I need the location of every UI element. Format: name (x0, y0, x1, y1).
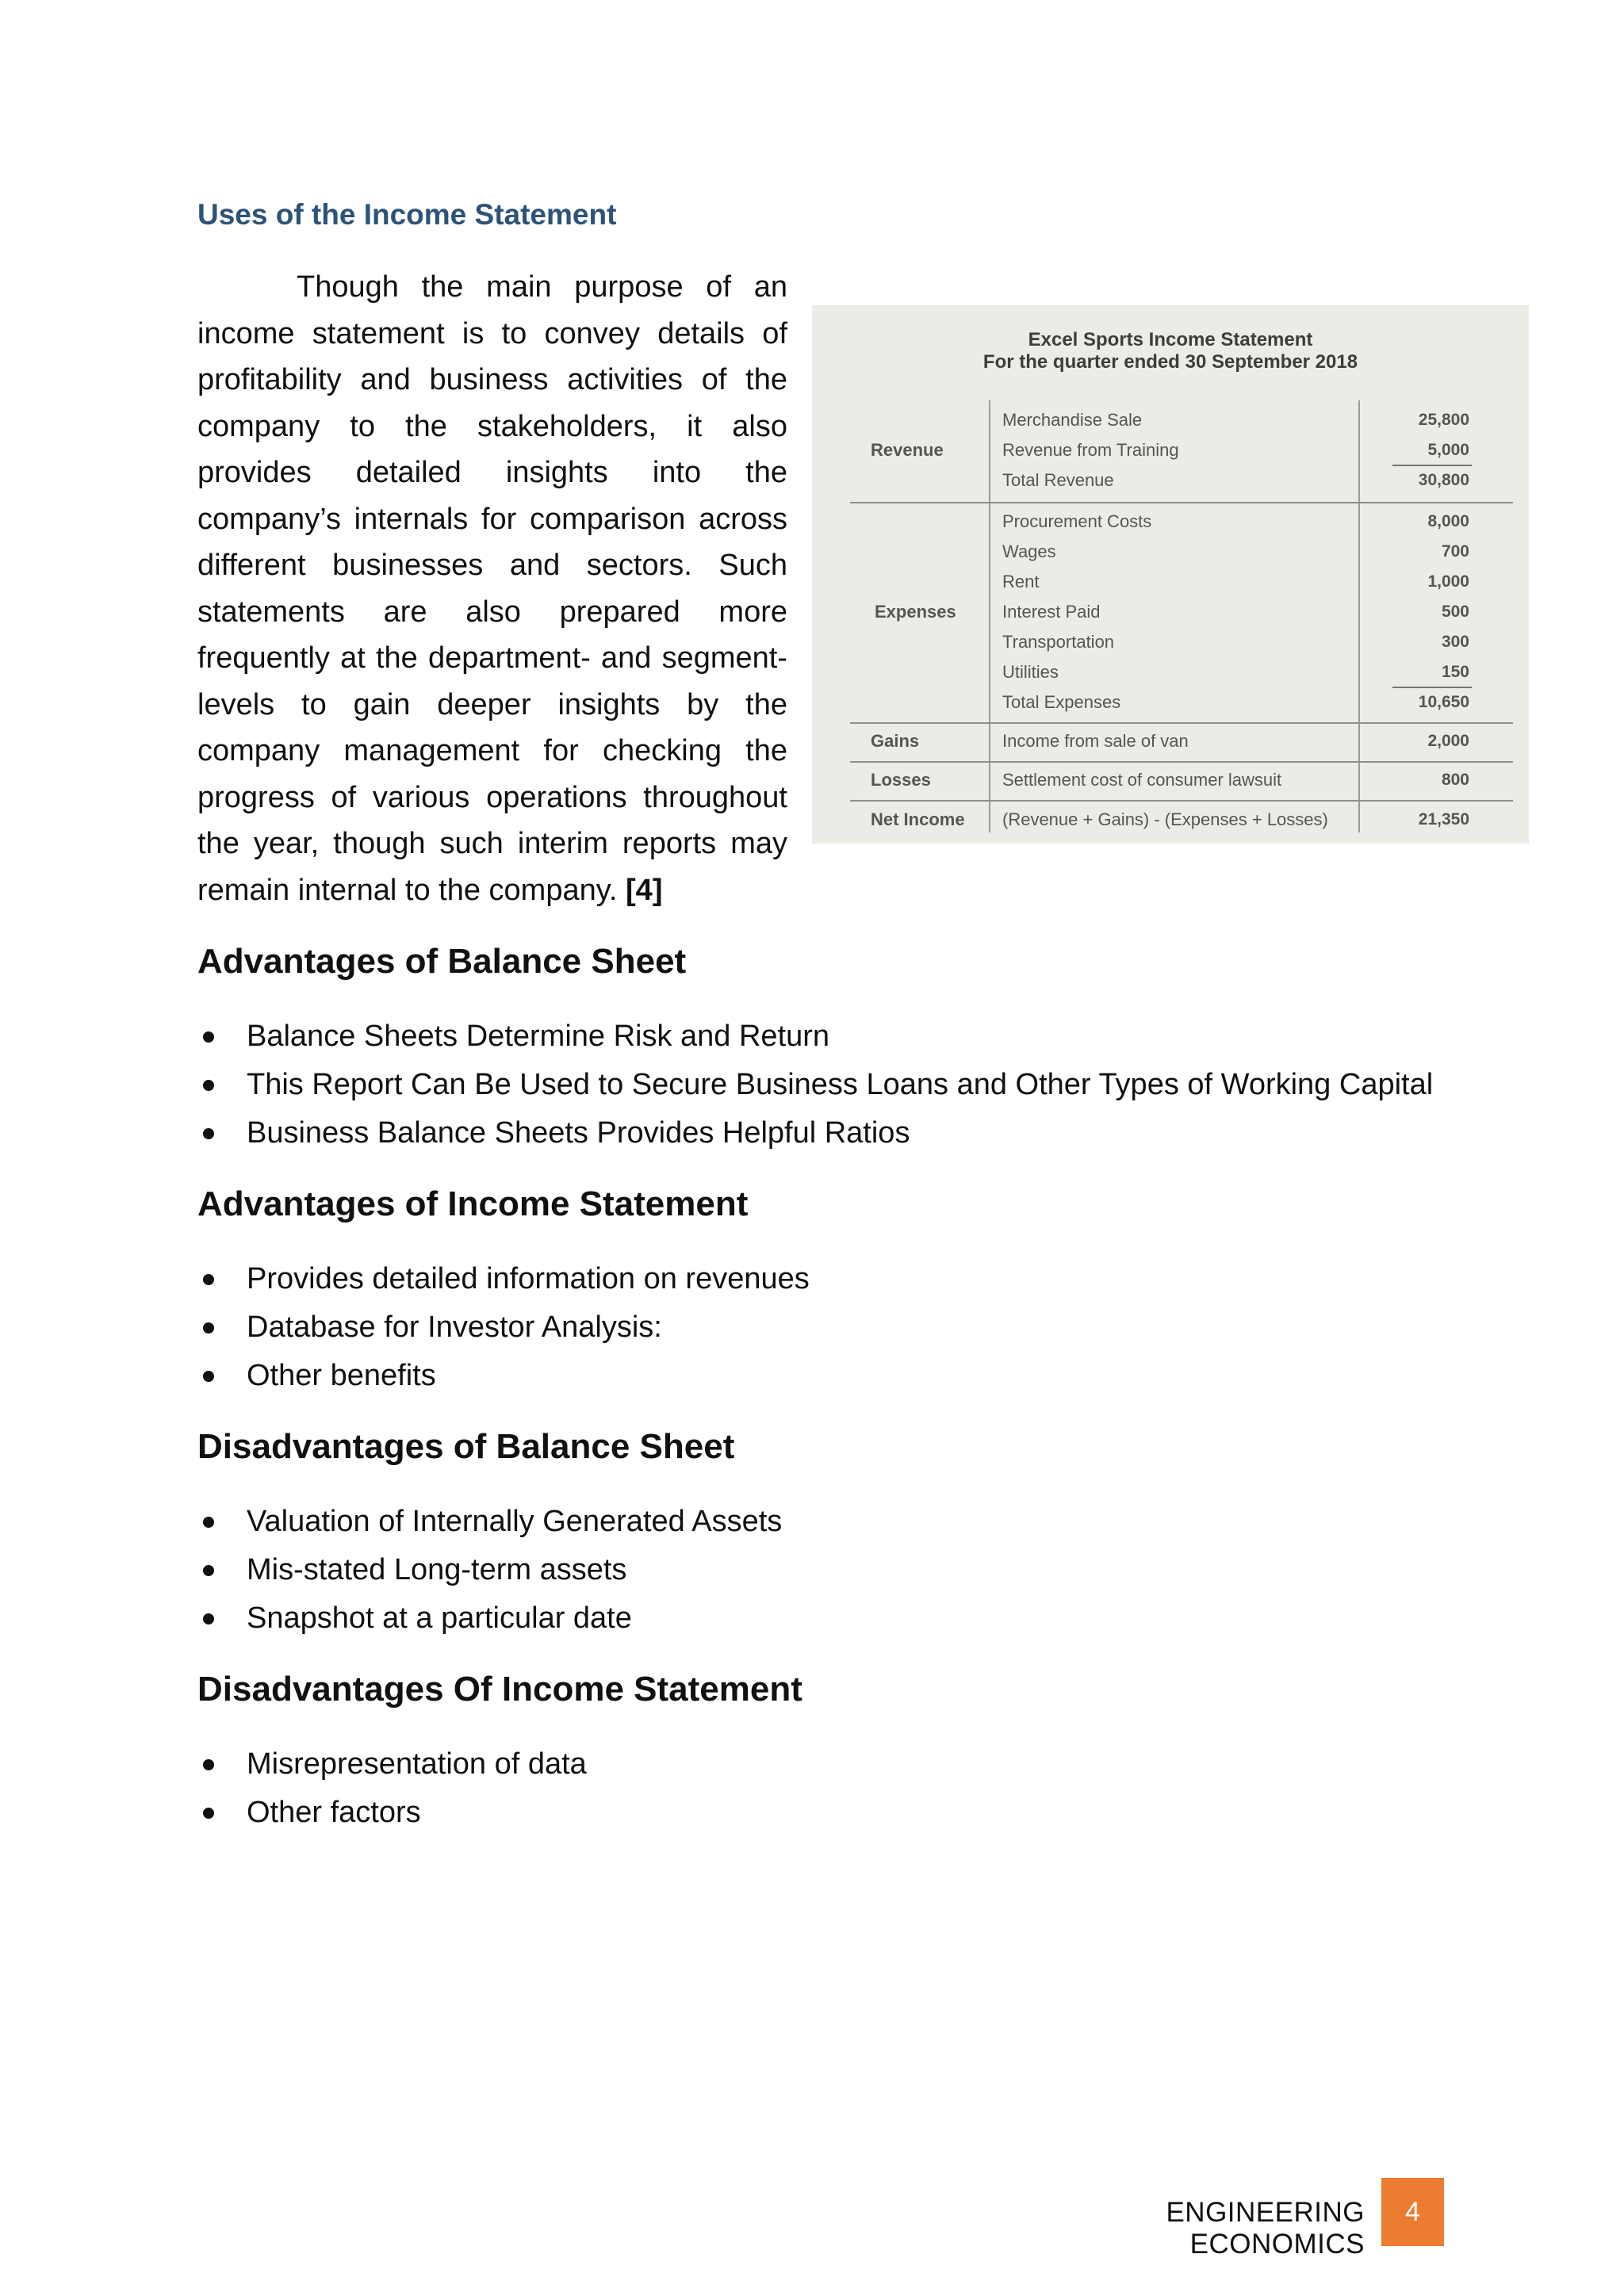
expense-value: 150 (1441, 663, 1469, 681)
revenue-value: 25,800 (1418, 411, 1469, 429)
bullet-icon (203, 1031, 214, 1043)
expense-value: 700 (1441, 542, 1469, 561)
bullet-icon (203, 1322, 214, 1334)
revenue-item: Revenue from Training (1002, 440, 1179, 460)
uses-paragraph (197, 264, 787, 913)
bullet-icon (203, 1759, 214, 1770)
net-income-label: Net Income (871, 809, 965, 829)
expense-value: 1,000 (1427, 572, 1469, 591)
bullet-icon (203, 1517, 214, 1528)
revenue-item: Merchandise Sale (1002, 410, 1143, 430)
expense-item: Procurement Costs (1002, 511, 1152, 531)
dis-balance-heading: Disadvantages of Balance Sheet (197, 1427, 735, 1466)
bullet-icon (203, 1565, 214, 1576)
expense-item: Interest Paid (1002, 602, 1101, 622)
dis-income-heading: Disadvantages Of Income Statement (197, 1670, 802, 1709)
uses-heading: Uses of the Income Statement (197, 198, 617, 231)
gains-value: 2,000 (1427, 732, 1469, 750)
net-income-formula: (Revenue + Gains) - (Expenses + Losses) (1002, 809, 1328, 829)
expense-item: Transportation (1002, 632, 1115, 652)
subtotal-underline (1392, 687, 1472, 688)
expense-value: 300 (1441, 633, 1469, 651)
table-rule (850, 502, 1513, 503)
adv-balance-heading: Advantages of Balance Sheet (197, 942, 687, 981)
income-statement-table (812, 305, 1529, 844)
bullet-icon (203, 1371, 214, 1382)
expenses-label: Expenses (875, 602, 956, 622)
footer-title: ENGINEERING ECONOMICS (1166, 2197, 1365, 2260)
expense-total-label: Total Expenses (1002, 692, 1121, 712)
bullet-icon (203, 1274, 214, 1285)
bullet-icon (203, 1080, 214, 1091)
expense-item: Rent (1002, 572, 1040, 591)
gains-label: Gains (871, 731, 920, 751)
expense-value: 500 (1441, 603, 1469, 621)
table-title: Excel Sports Income Statement (1028, 329, 1313, 350)
document-page: Uses of the Income Statement Though the main purpose of an income statement is to convey details of profitability and business activities of the company to the stakeholders, it also provides detailed insights into the company’s internals for comparison across different businesses and sectors. Such statements are also prepared more frequently at the department- and segment-levels to gain deeper insights by the company management for checking the progress of various operations throughout the year, though such interim reports may remain internal to the company. [4] Excel Sports Income Statement For the quarter ended 30 September 2018 Revenue Merchandise Sale 25,800 Revenue from Training 5,000 Total Revenue 30,800 Expenses Procurement Costs 8,000 Wages 700 Rent 1,000 Interest Paid 500 Transportation 300 Utilities 150 Total Expenses 10,650 Gains Income from sale of van 2,000 Losses Settlement cost of consumer lawsuit 800 Net Income (Revenue + Gains) - (Expenses + Losses) 21,350 Advantages of Balance Sheet Balance Sheets Determine Risk and Return This Report Can Be Used to Secure Business Loans and Other Types of Working Capital Business Balance Sheets Provides Helpful Ratios Advantages of Income Statement Provides detailed information on revenues Database for Investor Analysis: Other benefits Disadvantages of Balance Sheet Valuation of Internally Generated Assets Mis-stated Long-term assets Snapshot at a particular date Disadvantages Of Income Statement Misrepresentation of data Other factors ENGINEERING ECONOMICS 4 (0, 0, 1624, 2296)
net-income-value: 21,350 (1418, 810, 1469, 828)
expense-value: 8,000 (1427, 512, 1469, 530)
bullet-icon (203, 1808, 214, 1819)
losses-value: 800 (1441, 771, 1469, 789)
revenue-total-label: Total Revenue (1002, 470, 1114, 490)
uses-paragraph-text: Though the main purpose of an income statement is to convey details of profitability and business activities of the company to the stakeholders, it also provides detailed insights into the company’s internals for comparison across different businesses and sectors. Such statements are also prepared more frequently at the department- and segment-levels to gain deeper insights by the company management for checking the progress of various operations throughout the year, though such interim reports may remain internal to the company. (197, 270, 787, 907)
adv-income-heading: Advantages of Income Statement (197, 1184, 749, 1223)
expense-total-value: 10,650 (1418, 693, 1469, 711)
table-rule (850, 722, 1513, 724)
table-divider-right (1358, 400, 1360, 832)
table-rule (850, 761, 1513, 763)
page-number: 4 (1381, 2178, 1444, 2246)
bullet-icon (203, 1613, 214, 1624)
gains-item: Income from sale of van (1002, 731, 1189, 751)
table-subtitle: For the quarter ended 30 September 2018 (982, 351, 1358, 373)
table-rule (850, 800, 1513, 802)
revenue-label: Revenue (871, 440, 944, 460)
expense-item: Utilities (1002, 662, 1059, 682)
losses-item: Settlement cost of consumer lawsuit (1002, 770, 1282, 790)
losses-label: Losses (871, 770, 931, 790)
revenue-total-value: 30,800 (1418, 471, 1469, 489)
bullet-icon (203, 1128, 214, 1139)
citation: [4] (626, 873, 663, 907)
revenue-value: 5,000 (1427, 441, 1469, 459)
subtotal-underline (1392, 465, 1472, 466)
expense-item: Wages (1002, 541, 1056, 561)
table-divider-left (989, 400, 990, 832)
